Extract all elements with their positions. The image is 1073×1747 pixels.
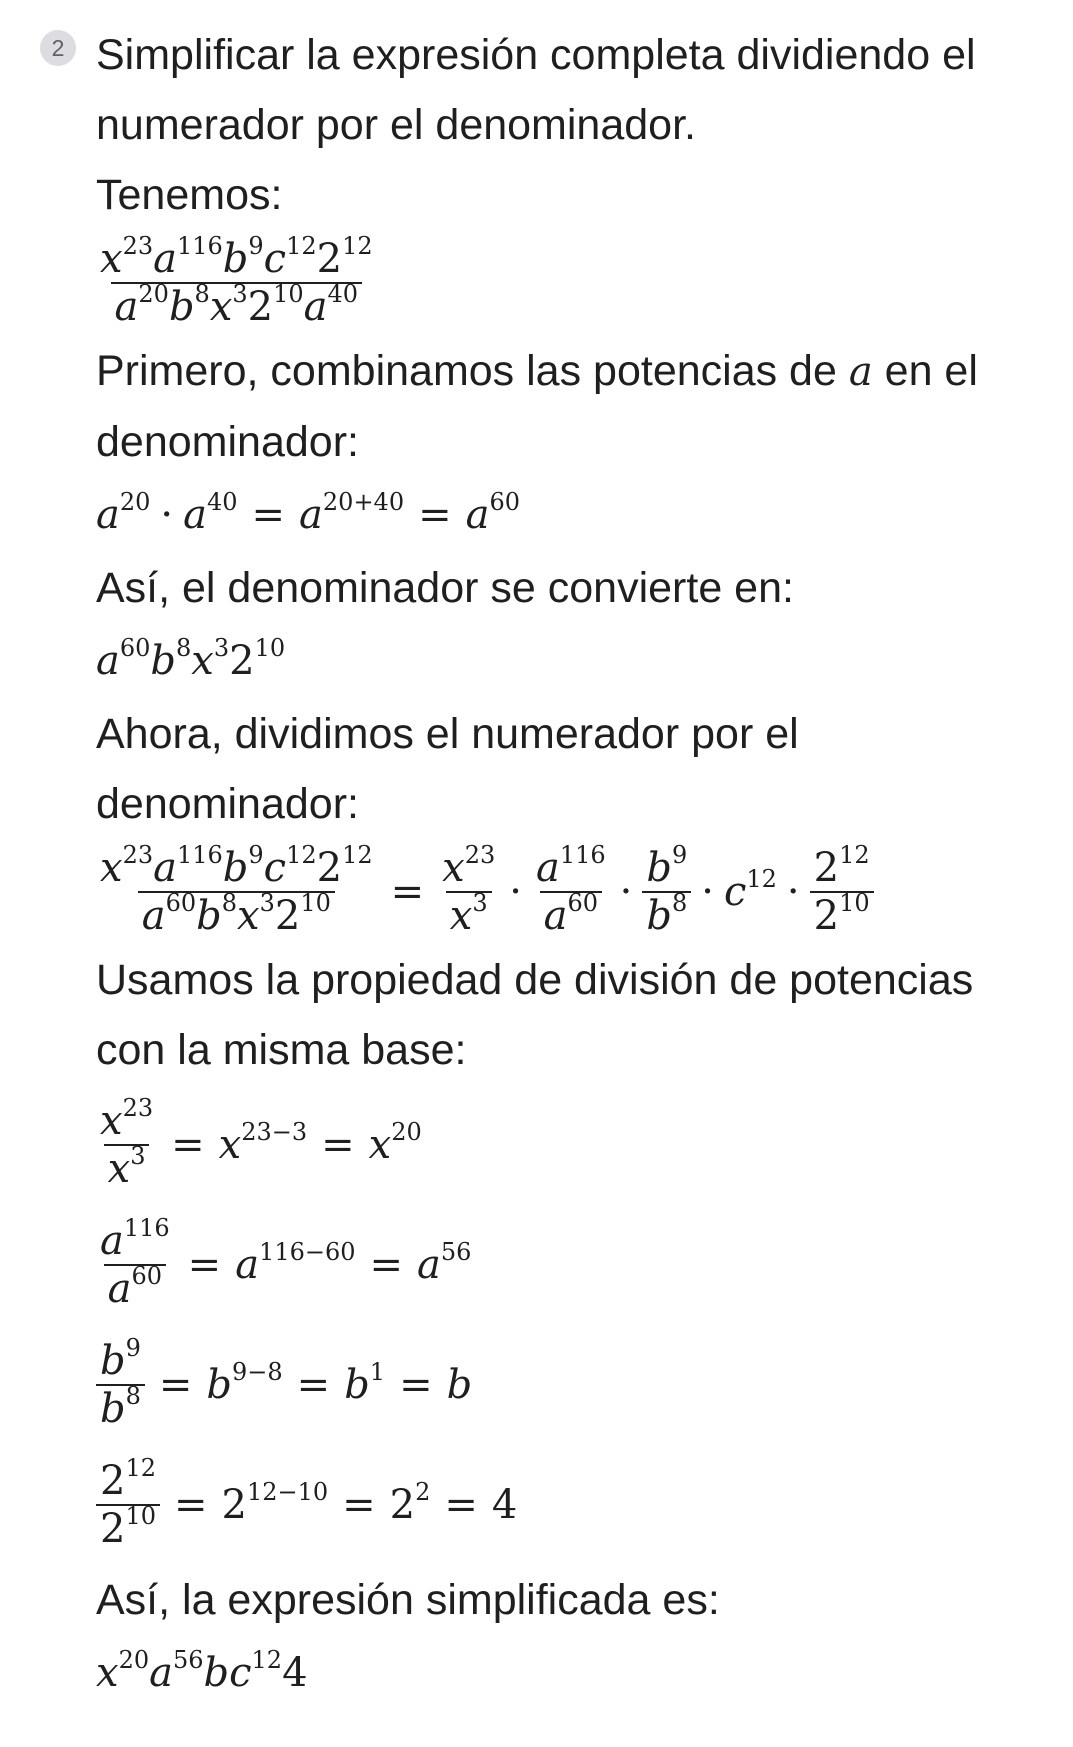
- math-term: [96, 634, 151, 684]
- math-numerator: [96, 1214, 174, 1264]
- math-term: [150, 634, 192, 684]
- math-exponent: 10: [273, 280, 304, 308]
- math-denominator: [446, 891, 492, 937]
- math-term: [316, 232, 373, 282]
- math-numerator: [96, 1454, 160, 1504]
- math-operator: =: [158, 1362, 193, 1408]
- math-exponent: 116−60: [259, 1238, 356, 1266]
- math-base: x: [100, 236, 123, 282]
- math-term: [229, 634, 286, 684]
- math-term: [303, 280, 359, 330]
- math-exponent: 60: [567, 889, 598, 917]
- math-fraction: [96, 232, 377, 330]
- math-exponent: 12: [286, 841, 317, 869]
- math-exponent: 60: [165, 889, 197, 917]
- math-exponent: 3: [259, 889, 275, 917]
- math-base: 2: [247, 284, 274, 330]
- math-exponent: 116: [123, 1214, 170, 1242]
- ahora-text: Ahora, dividimos el numerador por el denominador:: [96, 710, 799, 828]
- math-base: x: [107, 1146, 131, 1192]
- math-base: x: [449, 893, 473, 939]
- math-base: b: [646, 893, 672, 939]
- math-exponent: 20: [119, 488, 151, 516]
- math-operator: ·: [701, 869, 714, 915]
- math-exponent: 23: [122, 841, 154, 869]
- math-base: a: [299, 492, 323, 538]
- math-exponent: 60: [489, 488, 521, 516]
- math-term: [183, 488, 238, 538]
- math-exponent: 20: [118, 1646, 150, 1674]
- math-base: 2: [221, 1482, 247, 1528]
- math-denominator: [96, 1504, 160, 1550]
- math-base: c: [263, 845, 287, 891]
- math-operator: =: [296, 1362, 331, 1408]
- math-exponent: 60: [119, 634, 151, 662]
- math-operator: =: [399, 1362, 433, 1408]
- math-term: [221, 1478, 329, 1528]
- math-exponent: 10: [300, 889, 331, 917]
- math-numerator: [810, 841, 874, 891]
- math-term: [141, 889, 197, 939]
- math-exponent: 2: [415, 1478, 431, 1506]
- math-exponent: 23−3: [241, 1118, 308, 1146]
- math-base: a: [235, 1242, 260, 1288]
- math-numerator: [96, 232, 377, 282]
- primero-text-part2: en el denominador:: [96, 347, 978, 466]
- math-fraction: [96, 1214, 174, 1312]
- math-base: a: [96, 492, 120, 538]
- math-operator: =: [390, 869, 425, 915]
- math-numerator: [96, 841, 377, 891]
- math-term: [417, 1238, 472, 1288]
- math-term: [368, 1118, 422, 1168]
- math-symbol: 4: [282, 1650, 308, 1696]
- math-base: a: [96, 638, 120, 684]
- math-term: [100, 841, 154, 891]
- math-exponent: 40: [327, 280, 359, 308]
- math-base: x: [237, 893, 260, 939]
- math-base: 2: [100, 1458, 126, 1504]
- primero-text: [96, 336, 1046, 477]
- math-exponent: 23: [464, 841, 496, 869]
- math-term: [813, 889, 870, 939]
- math-base: b: [100, 1338, 126, 1384]
- math-term: [535, 841, 606, 891]
- math-exponent: 12: [251, 1646, 283, 1674]
- math-base: b: [206, 1362, 233, 1408]
- math-division: [96, 839, 1046, 945]
- solution-content: [96, 20, 1046, 1711]
- math-base: a: [114, 284, 139, 330]
- math-term: [389, 1478, 431, 1528]
- math-term: [107, 1262, 163, 1312]
- math-base: x: [96, 1650, 119, 1696]
- math-operator: =: [251, 492, 286, 538]
- math-exponent: 20: [138, 280, 169, 308]
- math-numerator: [96, 1094, 157, 1144]
- math-combine-a: [96, 477, 1046, 553]
- math-base: a: [153, 236, 177, 282]
- math-term: [96, 488, 151, 538]
- math-term: [813, 841, 870, 891]
- math-term: [465, 488, 521, 538]
- math-base: b: [222, 236, 249, 282]
- math-base: b: [646, 845, 672, 891]
- math-base: 2: [100, 1506, 126, 1552]
- math-operator: =: [174, 1482, 208, 1528]
- math-denominator: [111, 282, 363, 328]
- math-base: a: [149, 1650, 173, 1696]
- math-term: [100, 1214, 170, 1264]
- math-denominator: [96, 1384, 145, 1430]
- math-term: [100, 1454, 156, 1504]
- math-exponent: 9: [248, 232, 264, 260]
- math-exponent: 20: [391, 1118, 422, 1146]
- math-term: [263, 841, 317, 891]
- math-exponent: 9−8: [232, 1358, 283, 1386]
- math-final-expression: [96, 1635, 1046, 1711]
- math-expression-initial: [96, 230, 1046, 336]
- math-term: [100, 1502, 156, 1552]
- math-base: b: [196, 893, 222, 939]
- math-exponent: 116: [559, 841, 606, 869]
- math-base: a: [417, 1242, 441, 1288]
- math-term: [100, 1382, 141, 1432]
- math-symbol: 4: [491, 1482, 518, 1528]
- math-base: a: [100, 1218, 124, 1264]
- math-term: [449, 889, 488, 939]
- math-numerator: [532, 841, 610, 891]
- math-base: x: [100, 845, 123, 891]
- math-base: a: [183, 492, 207, 538]
- math-exponent: 12−10: [246, 1478, 329, 1506]
- math-exponent: 1: [369, 1358, 386, 1386]
- math-base: x: [442, 845, 465, 891]
- math-exponent: 10: [125, 1502, 156, 1530]
- math-exponent: 20+40: [322, 488, 405, 516]
- math-denominator: [540, 891, 602, 937]
- math-base: b: [222, 845, 249, 891]
- math-denominator: [104, 1144, 150, 1190]
- math-base: x: [100, 1098, 123, 1144]
- math-operator: ·: [509, 869, 522, 915]
- math-fraction: [96, 841, 377, 939]
- math-term: [229, 1646, 283, 1696]
- math-term: [206, 1358, 283, 1408]
- math-base: b: [150, 638, 177, 684]
- math-term: [274, 889, 331, 939]
- math-base: c: [263, 236, 287, 282]
- math-operator: =: [171, 1122, 205, 1168]
- math-base: a: [543, 893, 568, 939]
- math-operator: =: [418, 492, 452, 538]
- math-term: [723, 865, 777, 915]
- math-term: [100, 232, 154, 282]
- math-rule-2: [96, 1445, 1046, 1565]
- math-term: [168, 280, 210, 330]
- math-exponent: 56: [440, 1238, 472, 1266]
- math-fraction: [438, 841, 499, 939]
- math-exponent: 10: [839, 889, 870, 917]
- math-rule-b: [96, 1325, 1046, 1445]
- math-term: [196, 889, 238, 939]
- math-exponent: 23: [122, 232, 154, 260]
- math-term: [237, 889, 275, 939]
- math-exponent: 9: [248, 841, 264, 869]
- math-base: b: [168, 284, 195, 330]
- math-term: [543, 889, 598, 939]
- math-exponent: 3: [232, 280, 248, 308]
- math-term: [263, 232, 317, 282]
- math-exponent: 12: [839, 841, 870, 869]
- usamos-text: Usamos la propiedad de división de potencias con la misma base:: [96, 956, 974, 1074]
- math-base: b: [100, 1386, 126, 1432]
- math-base: a: [303, 284, 328, 330]
- math-base: a: [107, 1266, 132, 1312]
- math-operator: =: [342, 1482, 376, 1528]
- math-base: 2: [813, 845, 840, 891]
- math-exponent: 8: [671, 889, 688, 917]
- math-base: 2: [389, 1482, 416, 1528]
- math-term: [222, 841, 264, 891]
- math-exponent: 8: [125, 1382, 141, 1410]
- math-exponent: 60: [131, 1262, 163, 1290]
- math-fraction: [96, 1094, 157, 1192]
- math-exponent: 12: [342, 232, 373, 260]
- math-fraction: [532, 841, 610, 939]
- math-exponent: 10: [254, 634, 286, 662]
- math-base: c: [229, 1650, 252, 1696]
- primero-variable-a: a: [848, 349, 873, 395]
- math-exponent: 116: [176, 232, 223, 260]
- math-exponent: 40: [206, 488, 238, 516]
- math-term: [218, 1118, 308, 1168]
- math-term: [646, 841, 688, 891]
- math-base: c: [723, 869, 747, 915]
- math-base: x: [209, 284, 233, 330]
- math-exponent: 8: [176, 634, 192, 662]
- math-term: [646, 889, 688, 939]
- math-term: [222, 232, 264, 282]
- math-base: a: [535, 845, 560, 891]
- asi-final-text: Así, la expresión simplificada es:: [96, 1576, 720, 1624]
- math-exponent: 116: [176, 841, 223, 869]
- math-base: x: [191, 638, 214, 684]
- math-operator: ·: [160, 492, 174, 538]
- math-exponent: 23: [122, 1094, 154, 1122]
- math-operator: ·: [619, 869, 633, 915]
- math-operator: =: [187, 1242, 222, 1288]
- math-exponent: 12: [342, 841, 373, 869]
- math-exponent: 3: [213, 634, 230, 662]
- math-exponent: 12: [746, 865, 777, 893]
- math-term: [235, 1238, 356, 1288]
- math-fraction: [642, 841, 691, 939]
- math-term: [96, 1646, 150, 1696]
- math-term: [153, 232, 223, 282]
- math-base: x: [368, 1122, 392, 1168]
- math-term: [114, 280, 169, 330]
- asi-denominador-text: Así, el denominador se convierte en:: [96, 564, 794, 612]
- math-fraction: [810, 841, 874, 939]
- math-exponent: 8: [221, 889, 238, 917]
- math-base: a: [153, 845, 177, 891]
- math-symbol: b: [446, 1362, 473, 1408]
- math-rule-x: [96, 1085, 1046, 1205]
- math-base: 2: [813, 893, 840, 939]
- math-term: [299, 488, 405, 538]
- heading-text: Simplificar la expresión completa dividiendo el numerador por el denominador.: [96, 31, 976, 149]
- math-term: [344, 1358, 386, 1408]
- math-base: a: [465, 492, 490, 538]
- math-term: [100, 1094, 154, 1144]
- math-term: [100, 1334, 141, 1384]
- math-numerator: [438, 841, 499, 891]
- math-term: [191, 634, 230, 684]
- math-exponent: 12: [125, 1454, 156, 1482]
- math-base: 2: [316, 236, 343, 282]
- math-term: [247, 280, 304, 330]
- math-base: a: [141, 893, 166, 939]
- math-operator: =: [321, 1122, 355, 1168]
- math-exponent: 3: [130, 1142, 146, 1170]
- math-exponent: 9: [125, 1334, 141, 1362]
- primero-text-part1: Primero, combinamos las potencias de: [96, 347, 837, 395]
- math-base: x: [218, 1122, 242, 1168]
- math-term: [107, 1142, 146, 1192]
- math-exponent: 3: [472, 889, 488, 917]
- math-base: 2: [229, 638, 255, 684]
- math-base: b: [344, 1362, 370, 1408]
- math-exponent: 8: [194, 280, 210, 308]
- math-denominator: [810, 891, 874, 937]
- step-number-badge: 2: [40, 30, 76, 66]
- math-base: 2: [316, 845, 343, 891]
- math-exponent: 9: [671, 841, 688, 869]
- math-term: [209, 280, 248, 330]
- math-symbol: b: [203, 1650, 230, 1696]
- math-base: 2: [274, 893, 301, 939]
- math-term: [149, 1646, 204, 1696]
- math-fraction: [96, 1454, 160, 1552]
- math-operator: =: [444, 1482, 478, 1528]
- math-operator: ·: [786, 869, 800, 915]
- math-denominator: [138, 891, 335, 937]
- math-fraction: [96, 1334, 145, 1432]
- math-exponent: 12: [286, 232, 317, 260]
- tenemos-text: Tenemos:: [96, 171, 283, 219]
- math-denominator: [96, 623, 1046, 699]
- math-numerator: [642, 841, 691, 891]
- math-rule-a: [96, 1205, 1046, 1325]
- math-denominator: [104, 1264, 166, 1310]
- math-term: [316, 841, 373, 891]
- math-operator: =: [369, 1242, 404, 1288]
- math-denominator: [642, 891, 691, 937]
- math-exponent: 56: [172, 1646, 204, 1674]
- math-numerator: [96, 1334, 145, 1384]
- math-term: [153, 841, 223, 891]
- math-term: [442, 841, 496, 891]
